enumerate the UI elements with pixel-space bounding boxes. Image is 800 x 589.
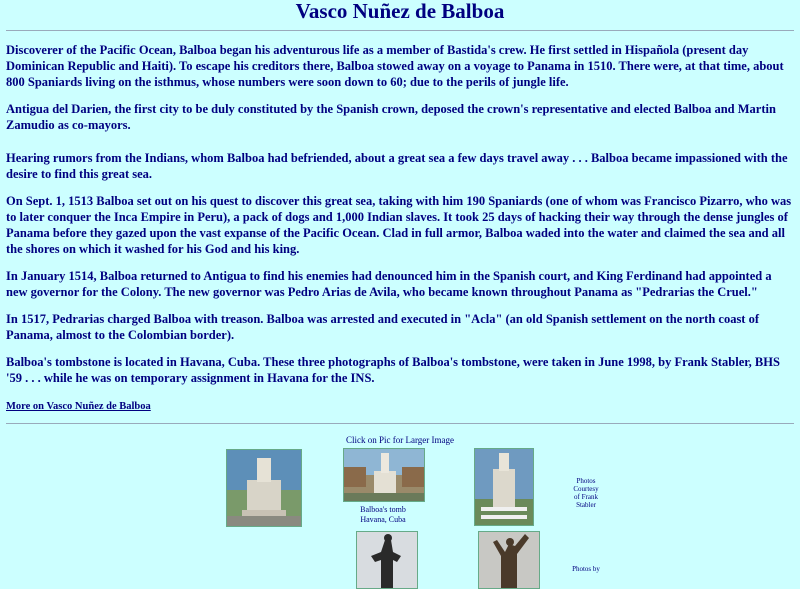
credit-line: Photos: [576, 477, 596, 485]
photo-credit-2: [564, 565, 608, 573]
gallery-instruction: Click on Pic for Larger Image: [345, 435, 455, 445]
tomb-photo-1[interactable]: [226, 449, 302, 527]
page-title: Vasco Nuñez de Balboa: [295, 0, 505, 23]
statue-photo-2[interactable]: [478, 531, 540, 589]
paragraph-antigua: Antigua del Darien, the first city to be duly constituted by the Spanish crown, deposed the crown's representative and elected Balboa and Martin Zamudio as co-mayors.: [6, 102, 776, 132]
paragraph-discoverer: Discoverer of the Pacific Ocean, Balboa began his adventurous life as a member of Bastida's crew. He first settled in Hispañola (present day Dominican Republic and Haiti). To escape his creditors there, Balboa stowed away on a voyage to Panama in 1510. There were, at that time, about 800 Spaniards living on the isthmus, whose numbers were soon down to 60; due to the perils of jungle life.: [6, 43, 784, 89]
credit-line: of Frank: [574, 493, 598, 501]
tomb-caption-line-1: Balboa's tomb: [360, 505, 406, 514]
credit-line: Stabler: [576, 501, 596, 509]
statue-photo-1[interactable]: [356, 531, 418, 589]
paragraph-quest: On Sept. 1, 1513 Balboa set out on his quest to discover this great sea, taking with him 190 Spaniards (one of whom was Francisco Pizarro, who was to later conquer the Inca Empire in Peru), a pack of dogs and 1,000 Indian slaves. It took 25 days of hacking their way through the dense jungles of Panama before they gazed upon the vast expanse of the Pacific Ocean. Clad in full armor, Balboa waded into the water and claimed the sea and all the shores on which it washed for his God and his king.: [6, 194, 792, 256]
gallery-divider: [6, 423, 794, 424]
paragraph-tombstone: Balboa's tombstone is located in Havana, Cuba. These three photographs of Balboa's tombstone, were taken in June 1998, by Frank Stabler, BHS '59 . . . while he was on temporary assignment in Havana for the INS.: [6, 355, 780, 385]
more-on-balboa-link[interactable]: More on Vasco Nuñez de Balboa: [6, 401, 151, 412]
photo-credit-stabler: [564, 477, 608, 509]
paragraph-rumors: Hearing rumors from the Indians, whom Balboa had befriended, about a great sea a few days travel away . . . Balboa became impassioned with the desire to find this great sea.: [6, 151, 788, 181]
credit-line: Photos by: [572, 565, 600, 573]
tomb-caption: [338, 505, 428, 525]
tomb-caption-line-2: Havana, Cuba: [360, 515, 406, 524]
paragraph-treason: In 1517, Pedrarias charged Balboa with treason. Balboa was arrested and executed in "Acla" (an old Spanish settlement on the north coast of Panama, almost to the Colombian border).: [6, 312, 760, 342]
paragraph-return: In January 1514, Balboa returned to Antigua to find his enemies had denounced him in the Spanish court, and King Ferdinand had appointed a new governor for the Colony. The new governor was Pedro Arias de Avila, who became known throughout Panama as "Pedrarias the Cruel.": [6, 269, 772, 299]
tomb-photo-2[interactable]: [343, 448, 425, 502]
header-divider: [6, 30, 794, 31]
credit-line: Courtesy: [573, 485, 599, 493]
photo-gallery: [6, 445, 794, 585]
tomb-photo-3[interactable]: [474, 448, 534, 526]
